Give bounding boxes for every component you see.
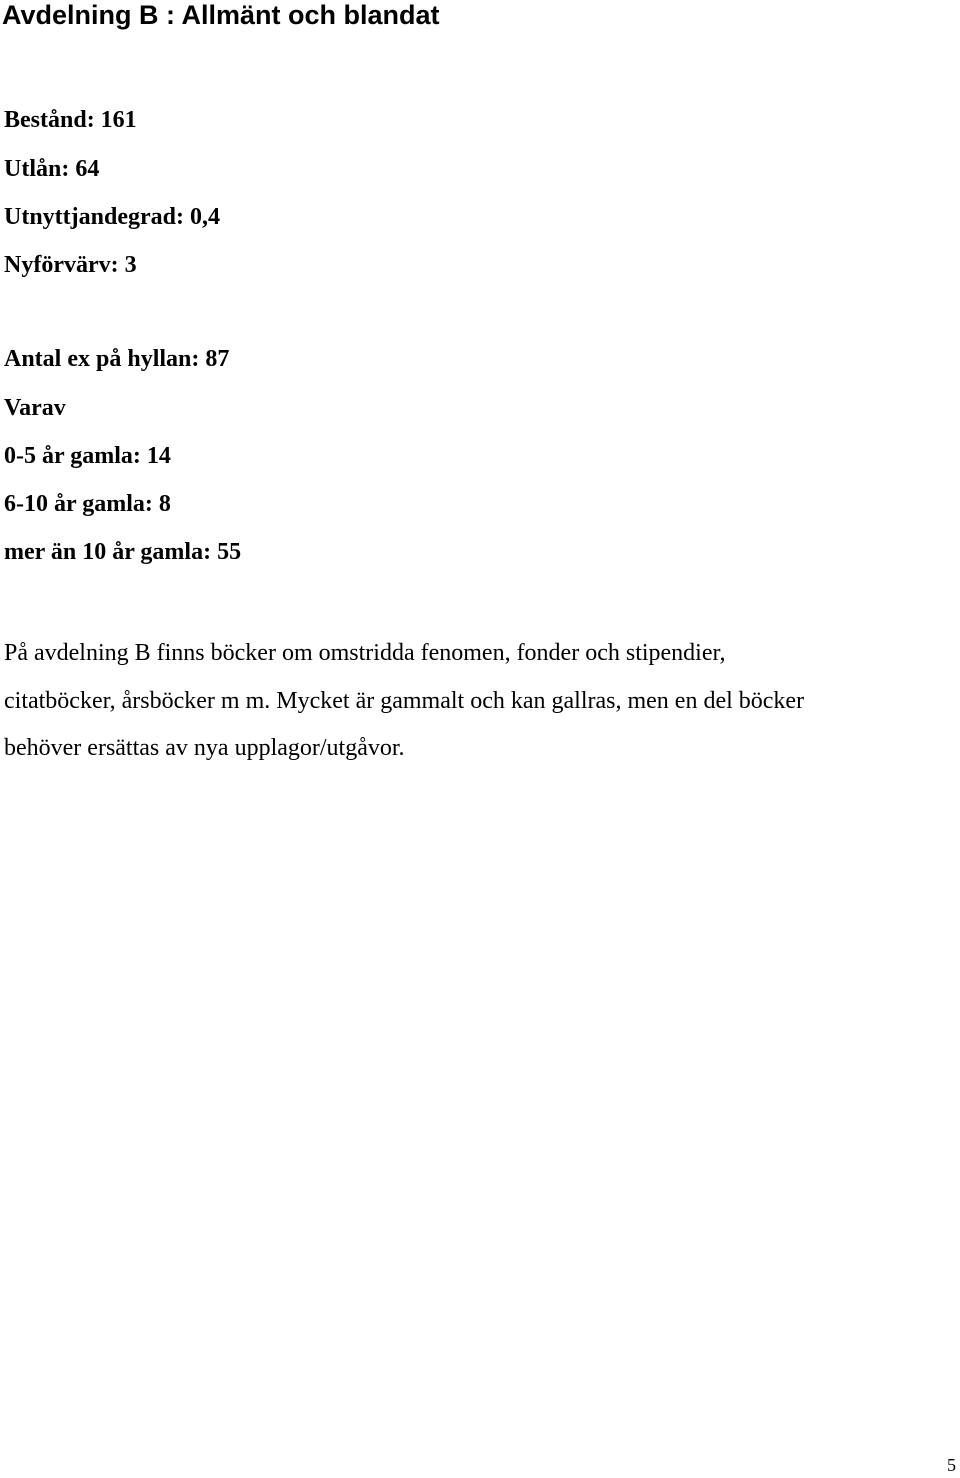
stat-age-6-10: 6-10 år gamla: 8 <box>4 491 171 517</box>
description-paragraph <box>4 630 954 773</box>
description-line: På avdelning B finns böcker om omstridda fenomen, fonder och stipendier, <box>4 640 726 666</box>
description-line: citatböcker, årsböcker m m. Mycket är gammalt och kan gallras, men en del böcker <box>4 687 805 714</box>
description-line: behöver ersättas av nya upplagor/utgåvor. <box>4 735 405 761</box>
stat-antal-pa-hyllan: Antal ex på hyllan: 87 <box>4 346 230 372</box>
page-number: 5 <box>947 1455 956 1475</box>
stat-utlan: Utlån: 64 <box>4 156 100 182</box>
stat-age-over-10: mer än 10 år gamla: 55 <box>4 539 242 565</box>
stat-age-0-5: 0-5 år gamla: 14 <box>4 443 171 469</box>
stat-bestand: Bestånd: 161 <box>4 107 137 133</box>
stat-varav: Varav <box>4 395 66 421</box>
stat-utnyttjandegrad: Utnyttjandegrad: 0,4 <box>4 204 220 230</box>
stat-nyforvarv: Nyförvärv: 3 <box>4 252 137 278</box>
page-title: Avdelning B : Allmänt och blandat <box>2 0 440 30</box>
